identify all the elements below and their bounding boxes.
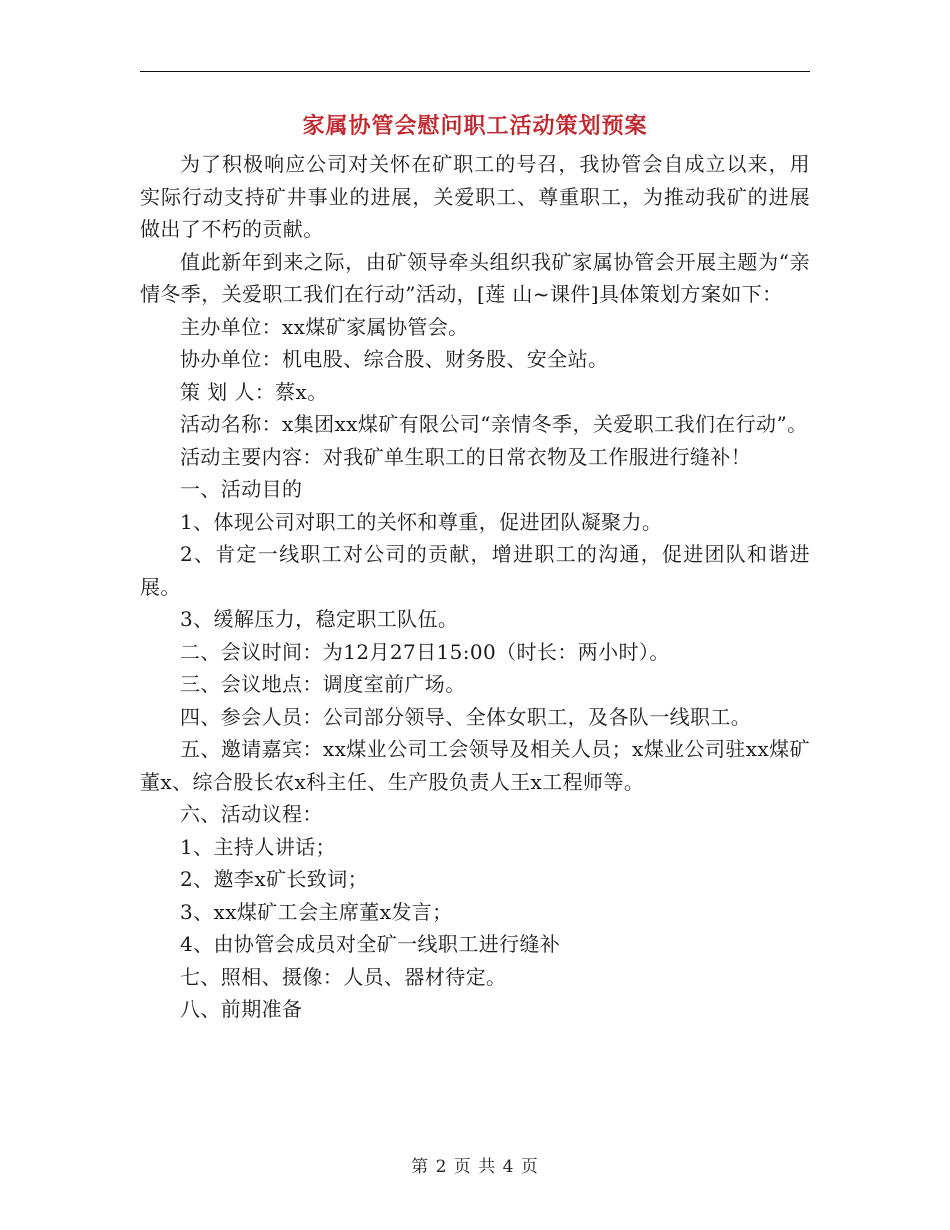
list-item: 3、xx煤矿工会主席董x发言；	[180, 899, 453, 924]
paragraph: 主办单位：xx煤矿家属协管会。	[180, 314, 469, 339]
section-heading: 五、邀请嘉宾：xx煤业公司工会领导及相关人员；x煤业公司驻xx煤矿董x、综合股长农x科主任、生产股负责人王x工程师等。	[140, 737, 810, 794]
document-body	[140, 148, 810, 1026]
list-item: 4、由协管会成员对全矿一线职工进行缝补	[180, 932, 561, 956]
paragraph: 活动主要内容：对我矿单生职工的日常衣物及工作服进行缝补！	[180, 444, 752, 469]
paragraph: 策 划 人：蔡x。	[180, 379, 328, 404]
paragraph: 协办单位：机电股、综合股、财务股、安全站。	[180, 347, 609, 371]
section-heading: 四、参会人员：公司部分领导、全体女职工，及各队一线职工。	[180, 704, 752, 729]
section-heading: 七、照相、摄像：人员、器材待定。	[180, 964, 507, 989]
list-item: 3、缓解压力，稳定职工队伍。	[180, 607, 459, 631]
document-title: 家属协管会慰问职工活动策划预案	[302, 113, 648, 139]
section-heading: 一、活动目的	[180, 477, 303, 501]
page-number: 第 2 页 共 4 页	[411, 1157, 539, 1177]
list-item: 2、肯定一线职工对公司的贡献，增进职工的沟通，促进团队和谐进展。	[140, 542, 810, 599]
list-item: 1、体现公司对职工的关怀和尊重，促进团队凝聚力。	[180, 509, 663, 534]
list-item: 2、邀李x矿长致词；	[180, 867, 369, 891]
header-rule	[140, 71, 810, 72]
paragraph: 值此新年到来之际，由矿领导牵头组织我矿家属协管会开展主题为“亲情冬季，关爱职工我们在行动”活动，[莲 山~课件]具体策划方案如下：	[140, 249, 810, 306]
paragraph: 活动名称：x集团xx煤矿有限公司“亲情冬季，关爱职工我们在行动”。	[180, 412, 808, 436]
section-heading: 二、会议时间：为12月27日15:00（时长：两小时）。	[180, 639, 670, 664]
section-heading: 六、活动议程：	[180, 802, 323, 826]
paragraph: 为了积极响应公司对关怀在矿职工的号召，我协管会自成立以来，用实际行动支持矿井事业的进展，关爱职工、尊重职工，为推动我矿的进展做出了不朽的贡献。	[140, 152, 810, 241]
list-item: 1、主持人讲话；	[180, 834, 336, 859]
section-heading: 八、前期准备	[180, 997, 303, 1021]
section-heading: 三、会议地点：调度室前广场。	[180, 672, 466, 696]
